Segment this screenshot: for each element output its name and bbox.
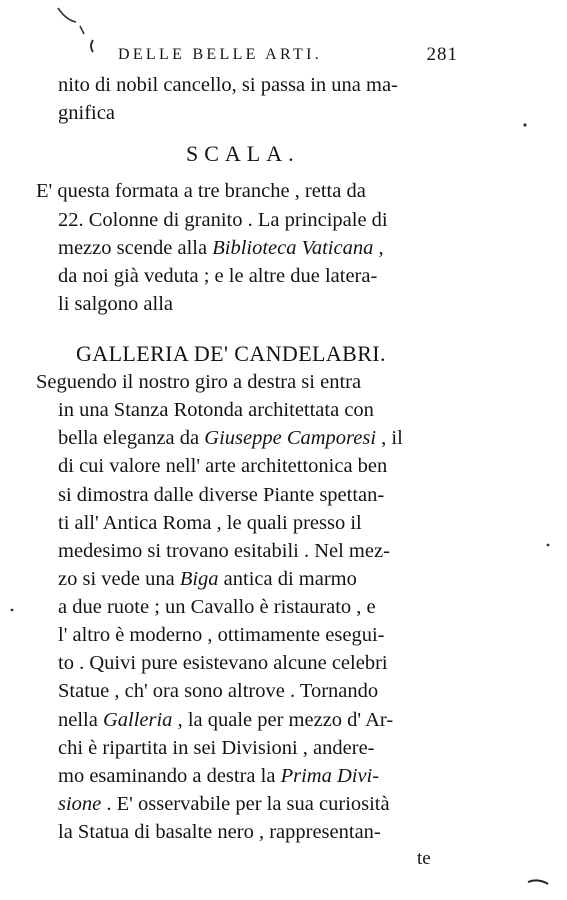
line-text: gnifica: [58, 102, 115, 124]
line-text: di cui valore nell' arte architettonica ben: [58, 455, 388, 477]
italic-term: Biblioteca Vaticana: [212, 237, 374, 259]
line-text: E' questa formata a tre branche , retta da: [36, 180, 366, 202]
scala-line: [58, 238, 458, 259]
line-text: nella: [58, 709, 103, 731]
section-heading-galleria: GALLERIA DE' CANDELABRI.: [76, 341, 386, 366]
speck-dot: [523, 123, 526, 126]
galleria-line: [58, 513, 458, 534]
galleria-line: [58, 653, 456, 674]
line-text: Seguendo il nostro giro a destra si entra: [36, 371, 362, 393]
galleria-line: [58, 794, 458, 815]
line-text: ,: [373, 237, 384, 259]
line-text: 22. Colonne di granito . La principale di: [58, 209, 388, 231]
galleria-line: [58, 569, 456, 590]
page-number: 281: [426, 44, 458, 65]
running-head: [118, 46, 458, 64]
galleria-line: [58, 766, 456, 787]
italic-term: Biga: [179, 568, 219, 590]
line-text: l' altro è moderno , ottimamente esegui-: [58, 624, 385, 646]
intro-line: [58, 75, 458, 96]
corner-speck-mark: [528, 880, 548, 884]
line-text: da noi già veduta ; e le altre due latera-: [58, 265, 378, 287]
line-text: ti all' Antica Roma , le quali presso il: [58, 512, 362, 534]
line-text: nito di nobil cancello, si passa in una ma-: [58, 74, 398, 96]
line-text: to . Quivi pure esistevano alcune celebri: [58, 652, 388, 674]
italic-term: sione: [58, 793, 102, 815]
line-text: bella eleganza da: [58, 427, 205, 449]
line-text: si dimostra dalle diverse Piante spettan-: [58, 484, 385, 506]
line-text: mezzo scende alla: [58, 237, 213, 259]
scala-line: [58, 266, 456, 287]
galleria-line: [58, 681, 458, 702]
speck-dot: [547, 544, 550, 547]
galleria-line: [58, 485, 456, 506]
corner-speck-mark: [58, 8, 84, 34]
galleria-line: [58, 710, 456, 731]
line-text: la Statua di basalte nero , rappresentan-: [58, 821, 381, 843]
galleria-line: [58, 597, 458, 618]
galleria-line: [58, 738, 456, 759]
intro-line: [58, 103, 115, 124]
galleria-line: [58, 400, 456, 421]
running-head-title: DELLE BELLE ARTI.: [118, 46, 322, 63]
section-heading-scala: SCALA.: [186, 141, 300, 166]
italic-term: Galleria: [102, 709, 173, 731]
line-text: antica di marmo: [218, 568, 357, 590]
margin-bracket-mark: [91, 40, 93, 52]
line-text: a due ruote ; un Cavallo è ristaurato , e: [58, 596, 376, 618]
scala-line: [58, 294, 173, 315]
line-text: chi è ripartita in sei Divisioni , andere-: [58, 737, 375, 759]
line-text: medesimo si trovano esitabili . Nel mez-: [58, 540, 390, 562]
italic-term: Prima Divi-: [280, 765, 380, 787]
line-text: . E' osservabile per la sua curiosità: [101, 793, 390, 815]
galleria-line: [58, 456, 456, 477]
line-text: , la quale per mezzo d' Ar-: [172, 709, 394, 731]
scala-line: [58, 210, 456, 231]
line-text: zo si vede una: [58, 568, 180, 590]
catchword: te: [417, 848, 431, 869]
line-text: , il: [376, 427, 403, 449]
line-text: Statue , ch' ora sono altrove . Tornando: [58, 680, 379, 702]
line-text: mo esaminando a destra la: [58, 765, 281, 787]
galleria-line: [36, 372, 456, 393]
line-text: in una Stanza Rotonda architettata con: [58, 399, 374, 421]
galleria-line: [58, 428, 458, 449]
galleria-line: [58, 822, 458, 843]
speck-dot: [11, 609, 14, 612]
line-text: li salgono alla: [58, 293, 174, 315]
italic-term: Giuseppe Camporesi: [204, 427, 377, 449]
galleria-line: [58, 541, 456, 562]
galleria-line: [58, 625, 456, 646]
scala-line: [36, 181, 456, 202]
